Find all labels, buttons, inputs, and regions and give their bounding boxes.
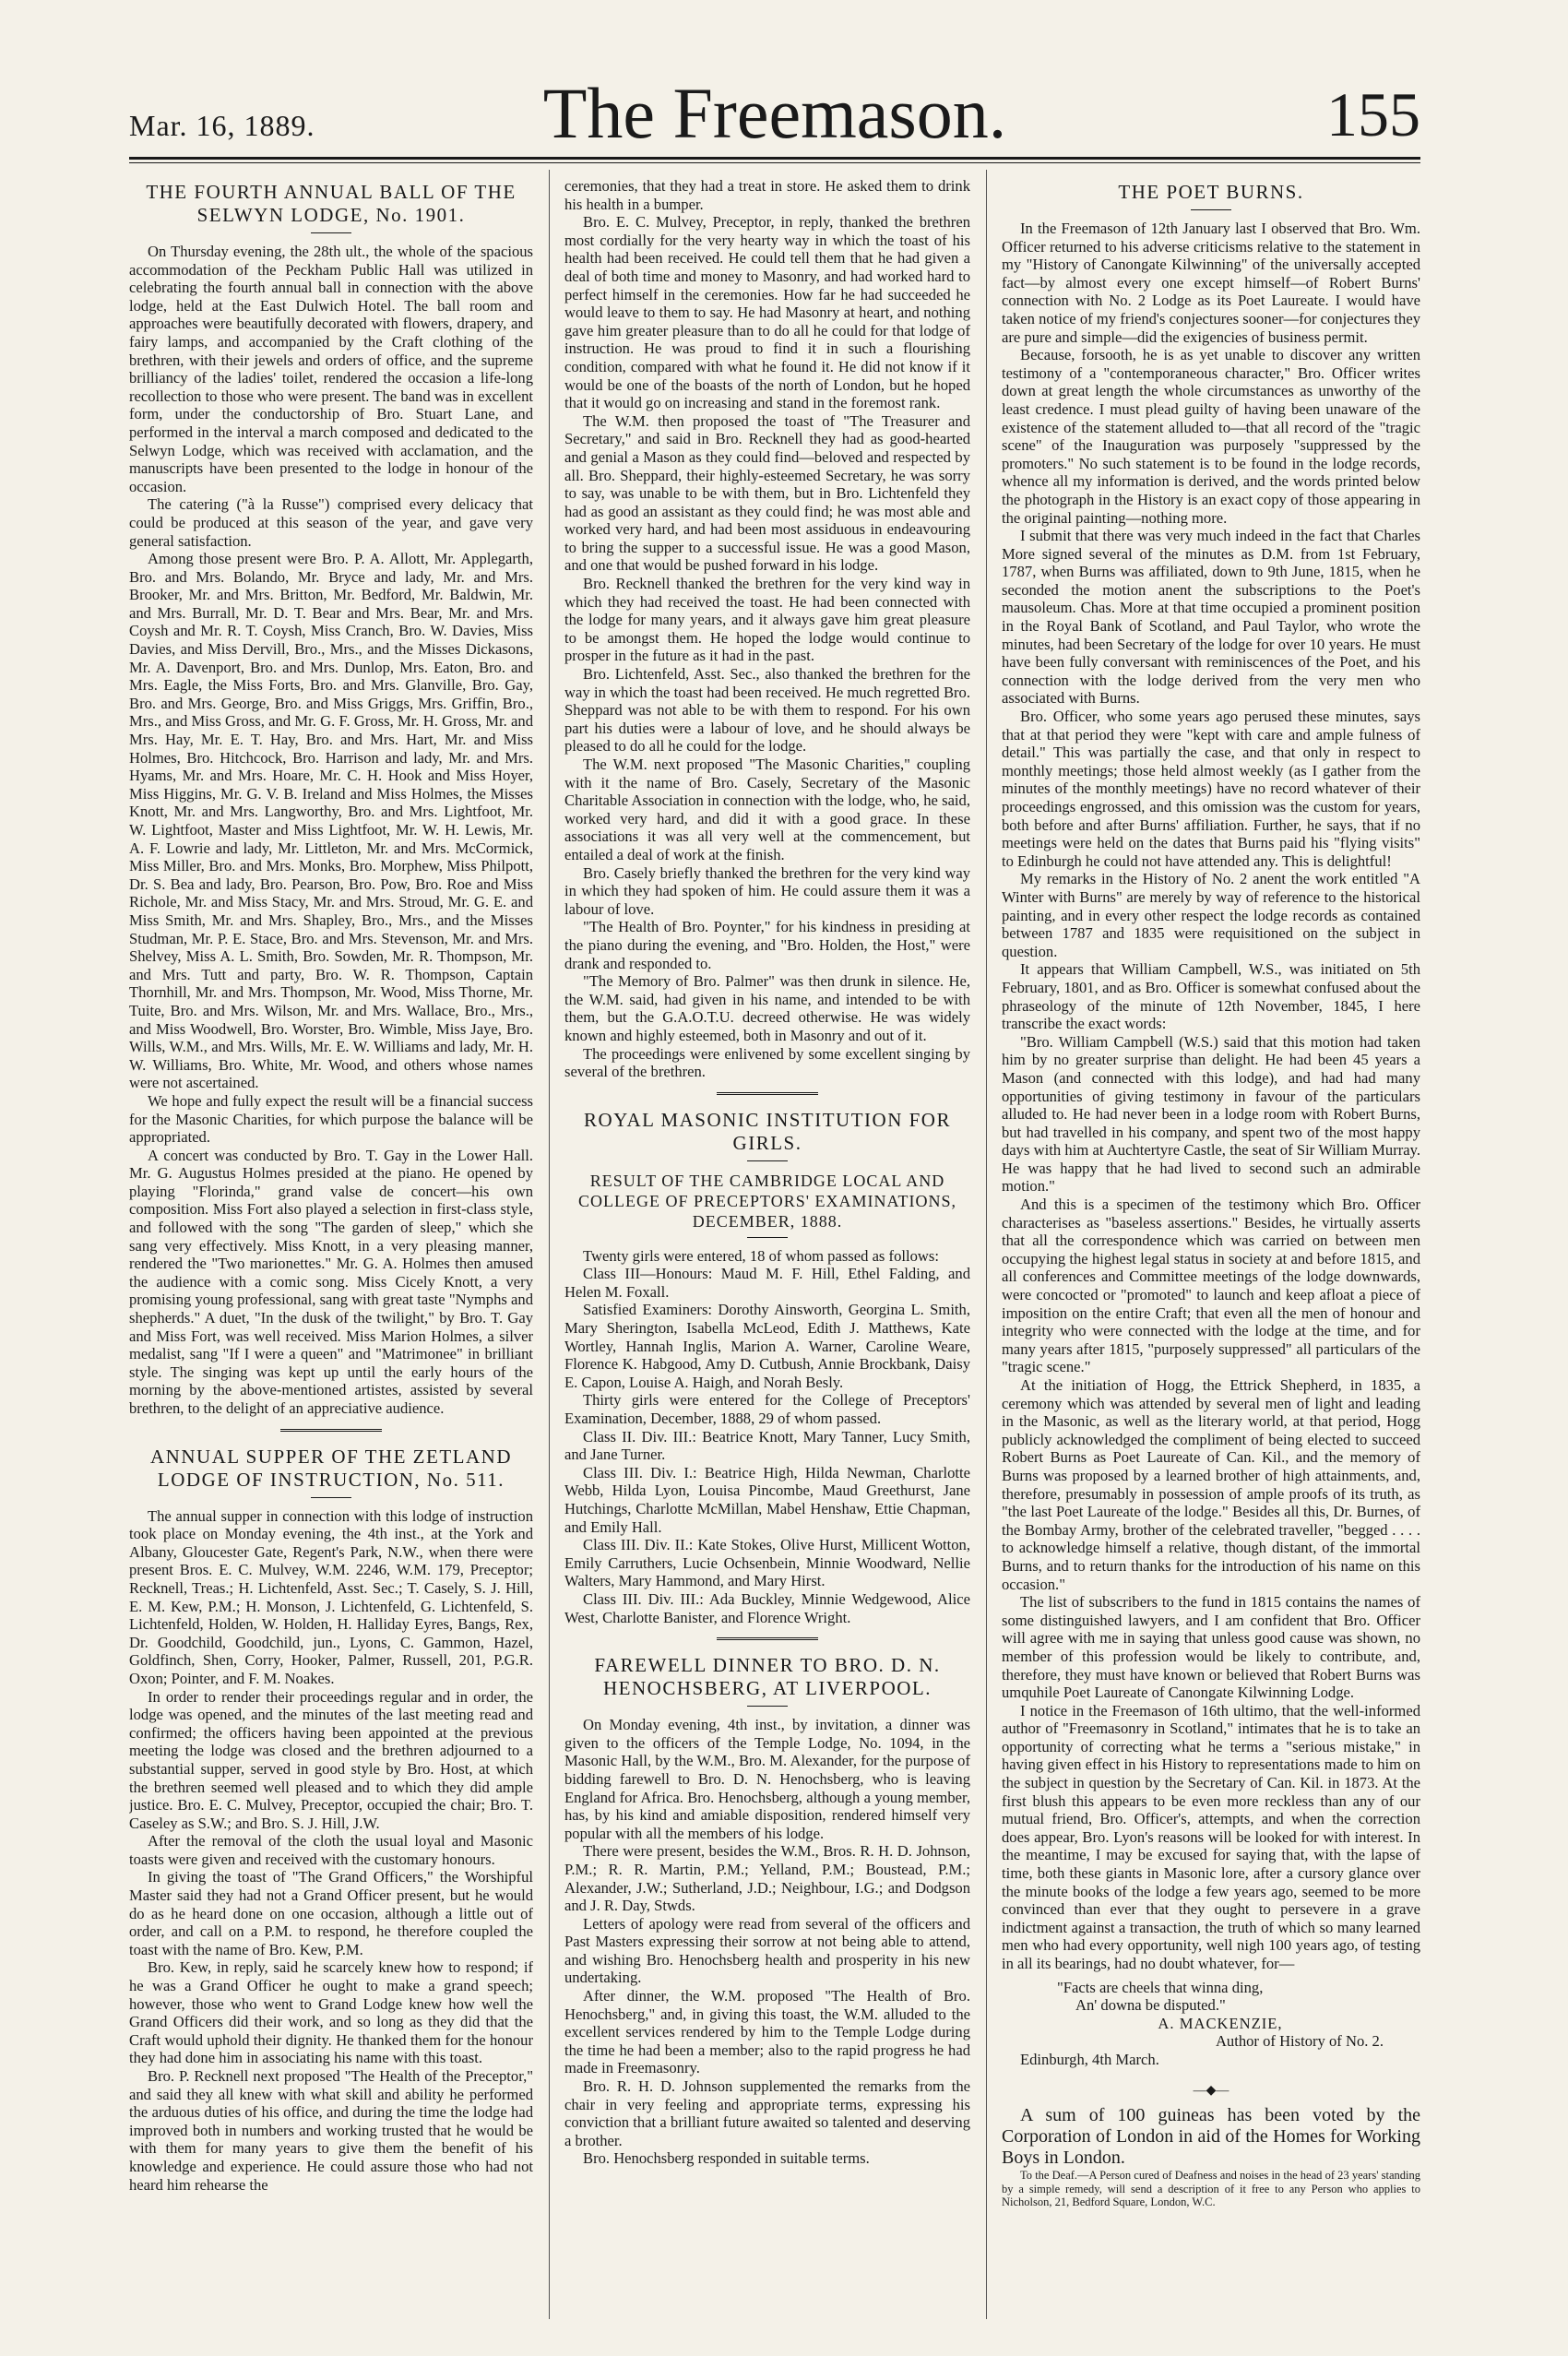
ornament-divider: —◆— — [1193, 2083, 1229, 2098]
section-rule — [717, 1092, 818, 1098]
signature-place: Edinburgh, 4th March. — [1020, 2050, 1159, 2068]
article-title: FAREWELL DINNER TO BRO. D. N. HENOCHSBERG, AT LIVERPOOL. — [594, 1654, 941, 1700]
paragraph: In order to render their proceedings regular and in order, the lodge was opened, and the minutes of the last meeting read and confirmed; the officers having been appointed at the previous meeting the lodge was closed and the brethren adjourned to a substantial supper, served in good style by Bro. Host, at which the brethren seemed well pleased and to which they did ample justice. Bro. E. C. Mulvey, Preceptor, occupied the chair; Bro. T. Caseley as S.W.; and Bro. S. J. Hill, J.W. — [129, 1687, 533, 1832]
paragraph: On Monday evening, 4th inst., by invitation, a dinner was given to the officers of the Temple Lodge, No. 1094, in the Masonic Hall, by the W.M., Bro. M. Alexander, for the purpose of bidding farewell to Bro. D. N. Henochsberg, who is leaving England for Africa. Bro. Henochsberg, although a young member, has, by his kind and amiable disposition, rendered himself very popular with all the members of his lodge. — [564, 1716, 970, 1842]
paragraph: The W.M. next proposed "The Masonic Charities," coupling with it the name of Bro. Casely, Secretary of the Masonic Charitable Association in connection with the lodge, who, he said, worked very hard, and did it with a good grace. In these associations it was all very well at the commencement, but entailed a deal of work at the finish. — [564, 756, 970, 863]
paragraph: It appears that William Campbell, W.S., was initiated on 5th February, 1801, and as Bro. Officer is somewhat confused about the phraseology of the minute of 12th November, 1845, I here transcribe the exact words: — [1002, 960, 1420, 1033]
paragraph: Class III. Div. II.: Kate Stokes, Olive Hurst, Millicent Wotton, Emily Carruthers, Lucie Ochsenbein, Minnie Woodward, Nellie Walters, Mary Hammond, and Mary Hirst. — [564, 1536, 970, 1590]
article-subtitle: RESULT OF THE CAMBRIDGE LOCAL AND COLLEGE OF PRECEPTORS' EXAMINATIONS, DECEMBER, 1888. — [578, 1171, 956, 1231]
paragraph: Twenty girls were entered, 18 of whom passed as follows: — [583, 1246, 939, 1265]
article-title: THE FOURTH ANNUAL BALL OF THE SELWYN LODGE, No. 1901. — [146, 181, 517, 226]
paragraph: There were present, besides the W.M., Bros. R. H. D. Johnson, P.M.; R. R. Martin, P.M.; Yelland, P.M.; Boustead, P.M.; Alexander, J.W.; Sutherland, J.D.; Neighbour, I.G.; and Dodgson and J. R. Day, Stwds. — [564, 1842, 970, 1915]
paragraph: Letters of apology were read from several of the officers and Past Masters expressing their sorrow at not being able to attend, and wishing Bro. Henochsberg health and prosperity in his new undertaking. — [564, 1914, 970, 1987]
paragraph: I notice in the Freemason of 16th ultimo, that the well-informed author of "Freemasonry in Scotland," intimates that he is to take an opportunity of correcting what he terms a "serious mistake," in having given effect in his History to representations made to him on the subject in question by the Secretary of Can. Kil. in 1873. At the first blush this appears to be even more reckless than any of our mutual friend, Bro. Officer's, attempts, and when the correction does appear, Bro. Lyon's reasons will be looked for with interest. In the meantime, I may be excused for saying that, with the lapse of time, both these giants in Masonic lore, after a cursory glance over the minute books of the lodge a few years ago, seemed to be more convinced than ever that they ought to persevere in a grave indictment against a transaction, the truth of which so many learned men who had every opportunity, well nigh 100 years ago, of testing in all its bearings, had no doubt whatever, for— — [1002, 1701, 1420, 1972]
newspaper-title: The Freemason. — [542, 73, 1007, 153]
paragraph: Thirty girls were entered for the College of Preceptors' Examination, December, 1888, 29 of whom passed. — [564, 1391, 970, 1428]
paragraph: The annual supper in connection with this lodge of instruction took place on Monday evening, the 4th inst., at the York and Albany, Gloucester Gate, Regent's Park, N.W., when there were present Bros. E. C. Mulvey, W.M. 2246, W.M. 179, Preceptor; Recknell, Treas.; H. Lichtenfeld, Asst. Sec.; T. Casely, S. J. Hill, E. M. Kew, P.M.; H. Monson, J. Lichtenfeld, G. Lichtenfeld, S. Lichtenfeld, Holden, W. Holden, H. Halliday Eyres, Bangs, Rex, Dr. Goodchild, Goodchild, jun., Lyons, C. Gammon, Hazel, Goldfinch, Shen, Corry, Hooker, Palmer, Russell, 201, P.G.R. Oxon; Pointer, and F. M. Noakes. — [129, 1506, 533, 1687]
paragraph: My remarks in the History of No. 2 anent the work entitled "A Winter with Burns" are merely by way of reference to the historical painting, and in every other respect the lodge records as contained between 1787 and 1835 were requisitioned on the subject in question. — [1002, 870, 1420, 960]
section-rule — [280, 1429, 382, 1434]
paragraph: Bro. R. H. D. Johnson supplemented the remarks from the chair in very feeling and appropriate terms, expressing his conviction that a brilliant future awaited so talented and deserving a brother. — [564, 2077, 970, 2149]
column-2 — [564, 177, 970, 2308]
paragraph: And this is a specimen of the testimony which Bro. Officer characterises as "baseless assertions." Besides, he virtually asserts that all the correspondence which was carried on between men occupying the highest legal status in society at and before 1815, and all conferences and Committee meetings of the lodge downwards, were concocted or "promoted" to launch and keep afloat a piece of imposition on the entire Craft; that even all the men of honour and integrity who were connected with the lodge at the time, and for many years after 1815, "purposely suppressed" all particulars of the "tragic scene." — [1002, 1196, 1420, 1376]
verse-quote — [1057, 1979, 1420, 2015]
paragraph: After the removal of the cloth the usual loyal and Masonic toasts were given and received with the customary honours. — [129, 1832, 533, 1868]
paragraph: Bro. Henochsberg responded in suitable terms. — [583, 2149, 870, 2168]
verse-line: "Facts are cheels that winna ding, — [1057, 1978, 1264, 1996]
paragraph: I submit that there was very much indeed in the fact that Charles More signed several of the minutes as D.M. from 1st February, 1787, when Burns was affiliated, down to 9th June, 1815, when he seconded the motion anent the subscriptions to the Poet's mausoleum. Chas. More at that time occupied a prominent position in the Royal Bank of Scotland, and Paul Taylor, who wrote the minutes, had been Secretary of the lodge for over 10 years. He must have been fully conversant with reminiscences of the Poet, and his connection with the lodge derived from the very men who associated with Burns. — [1002, 527, 1420, 708]
advertisement: To the Deaf.—A Person cured of Deafness and noises in the head of 23 years' standing by a simple remedy, will send a description of it free to any Person who applies to Nicholson, 21, Bedford Square, London, W.C. — [1002, 2169, 1420, 2209]
paragraph: The proceedings were enlivened by some excellent singing by several of the brethren. — [564, 1044, 970, 1081]
title-rule — [747, 1160, 788, 1161]
paragraph: The W.M. then proposed the toast of "The Treasurer and Secretary," and said in Bro. Recknell they had as good-hearted and genial a Mason as they could find—beloved and respected by all. Bro. Sheppard, their highly-esteemed Secretary, he was sorry to say, was unable to be with them, but in Bro. Lichtenfeld they had as good an assistant as they could find; he was most able and worked very hard, and had been most assiduous in endeavouring to bring the supper to a successful issue. He was a good Mason, and one that would be pushed forward in his lodge. — [564, 411, 970, 575]
paragraph: Among those present were Bro. P. A. Allott, Mr. Applegarth, Bro. and Mrs. Bolando, Mr. Bryce and lady, Mr. and Mrs. Brooker, Mr. and Mrs. Britton, Mr. Bedford, Mr. Baldwin, Mr. and Mrs. Burrall, Mr. D. T. Bear and Mrs. Bear, Mr. and Mrs. Coysh and Mr. R. T. Coysh, Miss Cranch, Bro. W. Davies, Miss Davies, and Miss Dervill, Bro., Mrs., and the Misses Dickasons, Mr. A. Davenport, Bro. and Mrs. Dunlop, Mrs. Eaton, Bro. and Mrs. Eagle, the Miss Forts, Bro. and Mrs. Glanville, Bro. Gay, Bro. and Mrs. George, Bro. and Miss Griggs, Mrs. Griffin, Bro., Mrs., and Miss Gross, and Mr. G. F. Gross, Mr. H. Gross, Mr. and Mrs. Hay, Mr. E. T. Hay, Bro. and Mrs. Hart, Mr. and Miss Holmes, Bro. Hitchcock, Bro. Harrison and lady, Mr. and Mrs. Hyams, Mr. and Mrs. Hoare, Mr. C. H. Hook and Miss Hoyer, Miss Higgins, Mr. G. V. B. Ireland and Miss Holmes, the Misses Knott, Mr. and Mrs. Langworthy, Bro. and Mrs. Lightfoot, Mr. W. Lightfoot, Master and Miss Lightfoot, Mr. W. H. Lewis, Mr. A. F. Lowrie and lady, Mr. Littleton, Mr. and Mrs. McCormick, Miss Miller, Bro. and Mrs. Monks, Bro. Morphew, Miss Philpott, Dr. S. Bea and lady, Bro. Pearson, Bro. Pow, Bro. Roe and Miss Richole, Mr. and Miss Stacy, Mr. and Mrs. Stroud, Mr. G. E. and Miss Smith, Mr. and Mrs. Shapley, Bro., Mrs., and the Misses Studman, Mr. P. E. Stace, Bro. and Mrs. Stevenson, Mr. and Mrs. Shelvey, Miss A. L. Smith, Bro. Sowden, Mr. R. Thompson, Mr. and Mrs. Tutt and party, Bro. W. R. Thompson, Captain Thornhill, Mr. and Mrs. Thompson, Mr. Wood, Miss Thorne, Mr. Tuite, Bro. and Mrs. Wilson, Mr. and Mrs. Wallace, Bro., Mrs., and Miss Woodwell, Bro. Worster, Bro. Wimble, Miss Jaye, Bro. Wills, W.M., and Mrs. Wills, Mr. E. W. Williams and lady, Mr. H. W. Williams, Bro. White, Mr. Wood, and others whose names were not ascertained. — [129, 550, 533, 1092]
article-title: ANNUAL SUPPER OF THE ZETLAND LODGE OF INSTRUCTION, No. 511. — [149, 1445, 512, 1491]
masthead-rule-thin — [129, 162, 1420, 163]
title-rule — [311, 1497, 351, 1498]
paragraph: Bro. Lichtenfeld, Asst. Sec., also thanked the brethren for the way in which the toast had been received. He much regretted Bro. Sheppard was not able to be with them to respond. For his own part his duties were a labour of love, and he should always be pleased to do all he could for the lodge. — [564, 665, 970, 756]
paragraph: Bro. Kew, in reply, said he scarcely knew how to respond; if he was a Grand Officer he ought to make a grand speech; however, those who went to Grand Lodge knew how well the Grand Officers did their work, and so long as they did that the Craft would uphold their dignity. He thanked them for the honour they had done him in associating his name with this toast. — [129, 1958, 533, 2067]
paragraph: Class III. Div. I.: Beatrice High, Hilda Newman, Charlotte Webb, Hilda Lyon, Louisa Pincombe, Maud Greethurst, Jane Hutchings, Charlotte McMillan, Mabel Henshaw, Ettie Chapman, and Emily Hall. — [564, 1463, 970, 1536]
paragraph: At the initiation of Hogg, the Ettrick Shepherd, in 1835, a ceremony which was attended by several men of light and leading in the Masonic, as well as the literary world, at that period, Hogg publicly acknowledged the compliment of being elected to succeed Robert Burns as Poet Laureate of Can. Kil., and the memory of Burns was proposed by a learned brother of high attainments, and, therefore, presumably in possession of ample proofs of its truth, as "the last Poet Laureate of the lodge." Besides all this, Dr. Burnes, of the Bombay Army, brother of the celebrated traveller, "begged . . . . to acknowledge himself a relative, though distant, of the immortal Burns, and to return thanks for the introduction of his name on this occasion." — [1002, 1376, 1420, 1593]
paragraph: Bro. Recknell thanked the brethren for the very kind way in which they had received the toast. He had been connected with the lodge for many years, and it always gave him great pleasure to be amongst them. He hoped the lodge would continue to prosper in the future as it had in the past. — [564, 575, 970, 665]
paragraph: Class III—Honours: Maud M. F. Hill, Ethel Falding, and Helen M. Foxall. — [564, 1265, 970, 1301]
notice-paragraph: A sum of 100 guineas has been voted by the Corporation of London in aid of the Homes for Working Boys in London. — [1002, 2105, 1420, 2169]
paragraph: Satisfied Examiners: Dorothy Ainsworth, Georgina L. Smith, Mary Sherington, Isabella McLeod, Edith J. Matthews, Kate Wortley, Hannah Inglis, Marion A. Warner, Caroline Weare, Florence K. Habgood, Amy D. Cutbush, Annie Brockbank, Daisy E. Capon, Louise A. Haigh, and Norah Besly. — [564, 1301, 970, 1391]
masthead-rule — [129, 157, 1420, 160]
paragraph: On Thursday evening, the 28th ult., the whole of the spacious accommodation of the Peckham Public Hall was utilized in celebrating the fourth annual ball in connection with the above lodge, held at the East Dulwich Hotel. The ball room and approaches were beautifully decorated with flowers, drapery, and fairy lamps, and accompanied by the Craft clothing of the brethren, with their jewels and orders of office, and the supreme brilliancy of the ladies' toilet, rendered the occasion a life-long recollection to those who were present. The band was in excellent form, under the conductorship of Bro. Stuart Lane, and performed in the interval a march composed and dedicated to the Selwyn Lodge, which was received with acclamation, and the manuscripts have been presented to the lodge in honour of the occasion. — [129, 243, 533, 495]
title-rule — [747, 1237, 788, 1238]
column-1 — [129, 177, 533, 2308]
paragraph: Bro. P. Recknell next proposed "The Health of the Preceptor," and said they all knew with what skill and ability he performed the arduous duties of his office, and during the time the lodge had improved both in numbers and working trusted that he would be with them for many years to give them the benefit of his knowledge and experience. He could assure those who had not heard him rehearse the — [129, 2067, 533, 2194]
column-divider — [986, 170, 987, 2319]
paragraph: Because, forsooth, he is as yet unable to discover any written testimony of a "contemporaneous character," Bro. Officer writes down at great length the whole circumstances as unworthy of the least credence. I must plead guilty of having been unaware of the existence of the statement alluded to—that all record of the "tragic scene" of the Inauguration was purposely "suppressed by the promoters." No such statement is to be found in the lodge records, whence all my information is derived, and the words printed below the photograph in the History is an exact copy of those appearing in the original painting—nothing more. — [1002, 346, 1420, 527]
paragraph: The list of subscribers to the fund in 1815 contains the names of some distinguished lawyers, and I am confident that Bro. Officer will agree with me in saying that unless good cause was shown, no member of this profession would be likely to contribute, and, therefore, they must have known or believed that Robert Burns was umquhile Poet Laureate of Canongate Kilwinning Lodge. — [1002, 1593, 1420, 1702]
article-title: THE POET BURNS. — [1118, 181, 1304, 203]
paragraph: ceremonies, that they had a treat in store. He asked them to drink his health in a bumper. — [564, 177, 970, 213]
paragraph: Bro. E. C. Mulvey, Preceptor, in reply, thanked the brethren most cordially for the very hearty way in which the toast of his health had been received. He could tell them that he had given a deal of both time and money to Masonry, and had worked hard to perfect himself in the ceremonies. How far he had succeeded he would leave to them to say. He had Masonry at heart, and nothing gave him greater pleasure than to do all he could for that lodge of instruction. He was proud to find it in such a flourishing condition, compared with what he found it. He did not know if it would be one of the boasts of the north of London, but he hoped that it would go on increasing and stand in the foremost rank. — [564, 213, 970, 412]
masthead — [129, 66, 1420, 151]
signature-role: Author of History of No. 2. — [1215, 2032, 1384, 2051]
column-divider — [549, 170, 550, 2319]
issue-date: Mar. 16, 1889. — [129, 109, 315, 142]
title-rule — [1191, 209, 1231, 210]
title-rule — [747, 1706, 788, 1707]
paragraph: We hope and fully expect the result will be a financial success for the Masonic Charities, for which purpose the balance will be appropriated. — [129, 1091, 533, 1147]
paragraph: "The Health of Bro. Poynter," for his kindness in presiding at the piano during the evening, and "Bro. Holden, the Host," were drank and responded to. — [564, 918, 970, 972]
page-number: 155 — [1326, 79, 1420, 149]
verse-line: An' downa be disputed." — [1075, 1996, 1226, 2015]
paragraph: "The Memory of Bro. Palmer" was then drunk in silence. He, the W.M. said, had given in his name, and intended to be with them, but the G.A.O.T.U. decreed otherwise. He was widely known and highly esteemed, both in Masonry and out of it. — [564, 972, 970, 1044]
paragraph: In the Freemason of 12th January last I observed that Bro. Wm. Officer returned to his adverse criticisms relative to the statement in my "History of Canongate Kilwinning" of the universally accepted fact—by almost every one except himself—of Robert Burns' connection with No. 2 Lodge as its Poet Laureate. I would have taken notice of my friend's conjectures sooner—for conjectures they are pure and simple—did the exigencies of business permit. — [1002, 220, 1420, 346]
paragraph: The catering ("à la Russe") comprised every delicacy that could be produced at this season of the year, and gave very general satisfaction. — [129, 495, 533, 550]
paragraph: After dinner, the W.M. proposed "The Health of Bro. Henochsberg," and, in giving this toast, the W.M. alluded to the excellent services rendered by him to the Temple Lodge during the time he had been a member; also to the rapid progress he had made in Freemasonry. — [564, 1987, 970, 2077]
paragraph: Bro. Casely briefly thanked the brethren for the very kind way in which they had spoken of him. He could assure them it was a labour of love. — [564, 863, 970, 918]
paragraph: Bro. Officer, who some years ago perused these minutes, says that at that period they were "kept with care and ample fulness of detail." This was partially the case, and that only in respect to monthly meetings; those held almost weekly (as I gather from the minutes of the monthly meetings) have no record whatever of their proceedings engrossed, and this omission was the custom for years, both before and after Burns' affiliation. Further, he says, that if no meetings were held on the dates that Burns paid his "flying visits" to Edinburgh he could not have attended any. This is delightful! — [1002, 708, 1420, 870]
column-3 — [1002, 177, 1420, 2308]
article-title: ROYAL MASONIC INSTITUTION FOR GIRLS. — [584, 1108, 951, 1154]
signature-name: A. MACKENZIE, — [1158, 2014, 1283, 2032]
section-rule — [717, 1637, 818, 1643]
paragraph: A concert was conducted by Bro. T. Gay in the Lower Hall. Mr. G. Augustus Holmes presided at the piano. He opened by playing "Florinda," grand valse de concert—his own composition. Miss Fort also played a selection in first-class style, and followed with the song "The garden of sleep," which she sang very effectively. Miss Knott, in a very pleasing manner, rendered the "Two marionettes." Mr. G. A. Holmes then amused the audience with a comic song. Miss Cicely Knott, a very promising young professional, sang with great taste "Nymphs and shepherds." A duet, "In the dusk of the twilight," by Bro. T. Gay and Miss Fort, was well received. Miss Marion Holmes, a silver medalist, sang "If I were a queen" and "Matrimonee" in brilliant style. The singing was kept up until the early hours of the morning by the above-mentioned artistes, assisted by several brethren, to the delight of an appreciative audience. — [129, 1146, 533, 1417]
paragraph: Class II. Div. III.: Beatrice Knott, Mary Tanner, Lucy Smith, and Jane Turner. — [564, 1427, 970, 1464]
paragraph: In giving the toast of "The Grand Officers," the Worshipful Master said they had not a Grand Officer present, but he would do as he heard done on one occasion, although a little out of order, and call on a P.M. to respond, he therefore coupled the toast with the name of Bro. Kew, P.M. — [129, 1868, 533, 1958]
title-rule — [311, 232, 351, 233]
paragraph: "Bro. William Campbell (W.S.) said that this motion had taken him by no greater surprise than delight. He had been 45 years a Mason (and connected with this lodge), and had had many opportunities of giving testimony in favour of the particulars alluded to. He had never been in a lodge room with Robert Burns, but had travelled in his company, and spent two of the most happy days with him at Auchtertyre Castle, the seat of Sir William Murray. He was happy that he had lived to second such an admirable motion." — [1002, 1032, 1420, 1196]
paragraph: Class III. Div. III.: Ada Buckley, Minnie Wedgewood, Alice West, Charlotte Banister, and Florence Wright. — [564, 1589, 970, 1626]
